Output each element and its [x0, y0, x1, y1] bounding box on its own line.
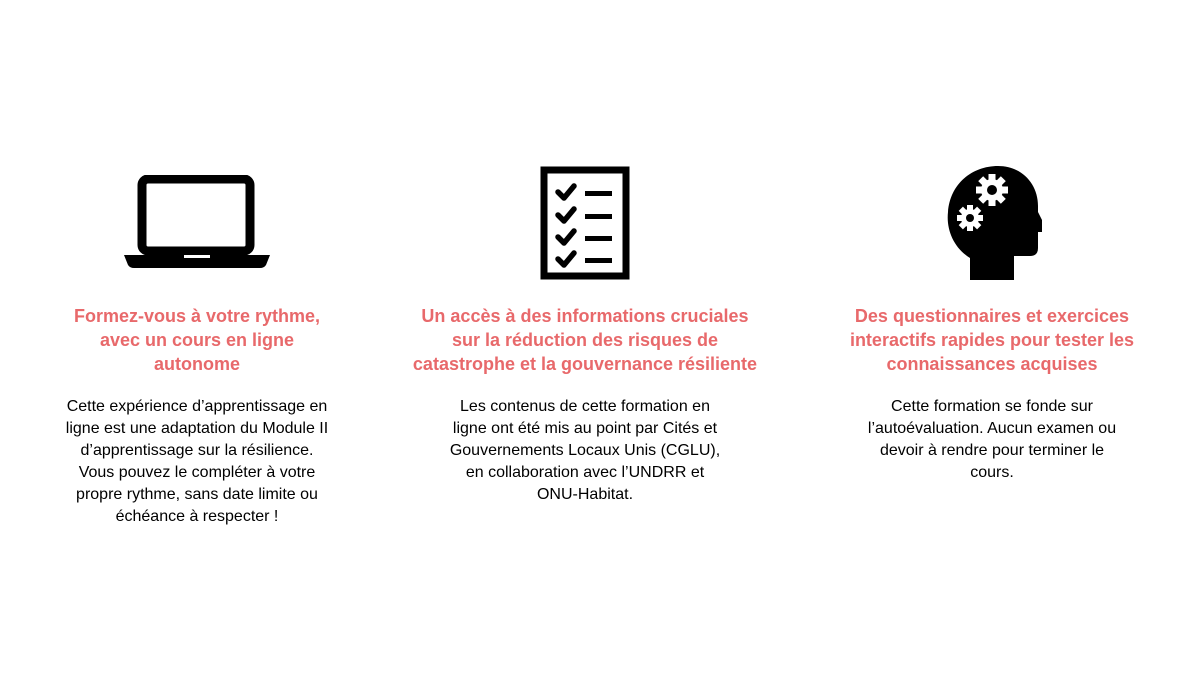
- feature-information-access: [385, 160, 785, 506]
- feature-heading: Formez-vous à votre rythme, avec un cours en ligne autonome: [73, 306, 321, 374]
- head-gears-icon: [812, 160, 1172, 286]
- feature-description: Cette expérience d’apprentissage en ligne est une adaptation du Module II d’apprentissage sur la résilience. Vous pouvez le compléter à votre propre rythme, sans date limite ou échéance à respecter !: [65, 398, 329, 525]
- feature-description: Les contenus de cette formation en ligne ont été mis au point par Cités et Gouvernements Locaux Unis (CGLU), en collaboration avec l’UNDRR et ONU-Habitat.: [449, 398, 721, 503]
- feature-heading: Un accès à des informations cruciales sur la réduction des risques de catastrophe et la gouvernance résiliente: [412, 306, 758, 374]
- laptop-icon: [37, 160, 357, 286]
- feature-heading: Des questionnaires et exercices interactifs rapides pour tester les connaissances acquises: [849, 306, 1135, 374]
- feature-quizzes: [812, 160, 1172, 484]
- feature-description: Cette formation se fonde sur l’autoévaluation. Aucun examen ou devoir à rendre pour terminer le cours.: [867, 398, 1117, 481]
- checklist-icon: [385, 160, 785, 286]
- feature-self-paced: [37, 160, 357, 528]
